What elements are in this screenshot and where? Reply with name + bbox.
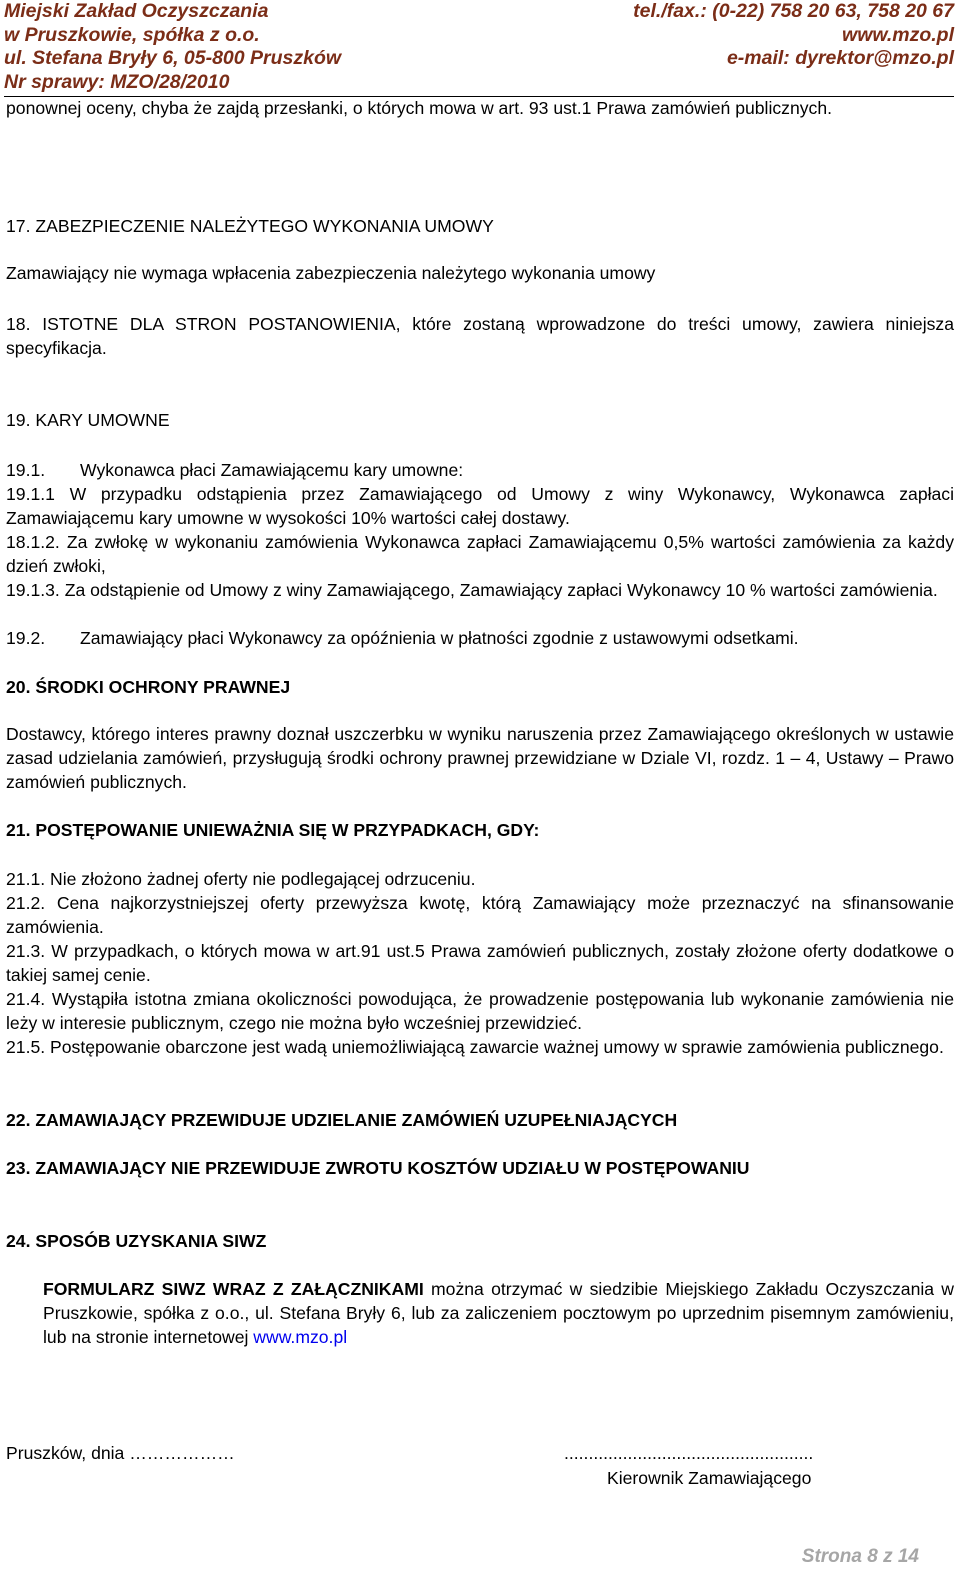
item-19-2-number: 19.2.	[6, 628, 46, 648]
item-21-4: 21.4. Wystąpiła istotna zmiana okoliczności powodująca, że prowadzenie postępowania lub wykonanie zamówienia nie leży w interesie publicznym, czego nie można było wcześniej przewidzieć.	[6, 989, 954, 1033]
item-21-2: 21.2. Cena najkorzystniejszej oferty przewyższa kwotę, którą Zamawiający może przeznaczyć na sfinansowanie zamówienia.	[6, 893, 954, 937]
org-address: ul. Stefana Bryły 6, 05-800 Pruszków	[4, 47, 342, 69]
item-21-3: 21.3. W przypadkach, o których mowa w art.91 ust.5 Prawa zamówień publicznych, zostały złożone oferty dodatkowe o takiej samej cenie.	[6, 941, 954, 985]
section-24-body: można otrzymać w siedzibie Miejskiego Zakładu Oczyszczania w Pruszkowie, spółka z o.o., ul. Stefana Bryły 6, lub za zaliczeniem pocztowym po uprzednim pisemnym zamówieniu, lub na stronie internetowej	[43, 1279, 954, 1347]
item-21-1: 21.1. Nie złożono żadnej oferty nie podlegającej odrzuceniu.	[6, 869, 476, 889]
section-19-title: 19. KARY UMOWNE	[6, 410, 170, 430]
item-19-2-text: Zamawiający płaci Wykonawcy za opóźnienia w płatności zgodnie z ustawowymi odsetkami.	[80, 628, 799, 648]
section-21-title: 21. POSTĘPOWANIE UNIEWAŻNIA SIĘ W PRZYPADKACH, GDY:	[6, 820, 540, 840]
email-link[interactable]: e-mail: dyrektor@mzo.pl	[726, 47, 954, 69]
item-18-1-2: 18.1.2. Za zwłokę w wykonaniu zamówienia Wykonawca zapłaci Zamawiającemu 0,5% wartości zamówienia za każdy dzień zwłoki,	[6, 532, 954, 576]
place-date: Pruszków, dnia ………………	[6, 1443, 235, 1463]
section-18-title: 18. ISTOTNE DLA STRON POSTANOWIENIA,	[6, 314, 401, 334]
signature-line: ...................................................	[564, 1443, 814, 1463]
website-link-body[interactable]: www.mzo.pl	[253, 1327, 348, 1347]
item-19-1	[6, 458, 954, 482]
section-23-title: 23. ZAMAWIAJĄCY NIE PRZEWIDUJE ZWROTU KOSZTÓW UDZIAŁU W POSTĘPOWANIU	[6, 1158, 750, 1178]
phone-fax: tel./fax.: (0-22) 758 20 63, 758 20 67	[633, 0, 954, 22]
section-17-text: Zamawiający nie wymaga wpłacenia zabezpieczenia należytego wykonania umowy	[6, 263, 656, 283]
letterhead	[4, 0, 954, 97]
section-17-title: 17. ZABEZPIECZENIE NALEŻYTEGO WYKONANIA UMOWY	[6, 216, 494, 236]
org-name-line2: w Pruszkowie, spółka z o.o.	[4, 24, 260, 46]
page-number: Strona 8 z 14	[801, 1546, 919, 1567]
section-24-title: 24. SPOSÓB UZYSKANIA SIWZ	[6, 1231, 267, 1251]
section-20-title: 20. ŚRODKI OCHRONY PRAWNEJ	[6, 677, 291, 697]
item-19-2	[6, 626, 954, 650]
section-20-text: Dostawcy, którego interes prawny doznał uszczerbku w wyniku naruszenia przez Zamawiającego określonych w ustawie zasad udzielania zamówień, przysługują środki ochrony prawnej przewidziane w Dziale VI, rozdz. 1 – 4, Ustawy – Prawo zamówień publicznych.	[6, 724, 954, 792]
case-number: Nr sprawy: MZO/28/2010	[4, 71, 230, 93]
section-18-paragraph	[6, 312, 954, 360]
signature-role: Kierownik Zamawiającego	[607, 1468, 812, 1488]
item-19-1-1: 19.1.1 W przypadku odstąpienia przez Zamawiającego od Umowy z winy Wykonawcy, Wykonawca zapłaci Zamawiającemu kary umowne w wysokości 10% wartości całej dostawy.	[6, 484, 954, 528]
org-name-line1: Miejski Zakład Oczyszczania	[4, 0, 269, 22]
item-19-1-3: 19.1.3. Za odstąpienie od Umowy z winy Zamawiającego, Zamawiający zapłaci Wykonawcy 10 % wartości zamówienia.	[6, 580, 938, 600]
continuation-paragraph: ponownej oceny, chyba że zajdą przesłanki, o których mowa w art. 93 ust.1 Prawa zamówień publicznych.	[6, 98, 833, 118]
item-19-1-text: Wykonawca płaci Zamawiającemu kary umowne:	[80, 460, 464, 480]
website-link[interactable]: www.mzo.pl	[842, 24, 954, 46]
item-19-1-number: 19.1.	[6, 460, 46, 480]
item-21-5: 21.5. Postępowanie obarczone jest wadą uniemożliwiającą zawarcie ważnej umowy w sprawie zamówienia publicznego.	[6, 1037, 944, 1057]
section-18-text: które zostaną wprowadzone do treści umowy, zawiera niniejsza specyfikacja.	[6, 314, 955, 358]
section-24-text	[43, 1277, 954, 1349]
section-24-bold: FORMULARZ SIWZ WRAZ Z ZAŁĄCZNIKAMI	[43, 1279, 424, 1299]
section-22-title: 22. ZAMAWIAJĄCY PRZEWIDUJE UDZIELANIE ZAMÓWIEŃ UZUPEŁNIAJĄCYCH	[6, 1110, 678, 1130]
